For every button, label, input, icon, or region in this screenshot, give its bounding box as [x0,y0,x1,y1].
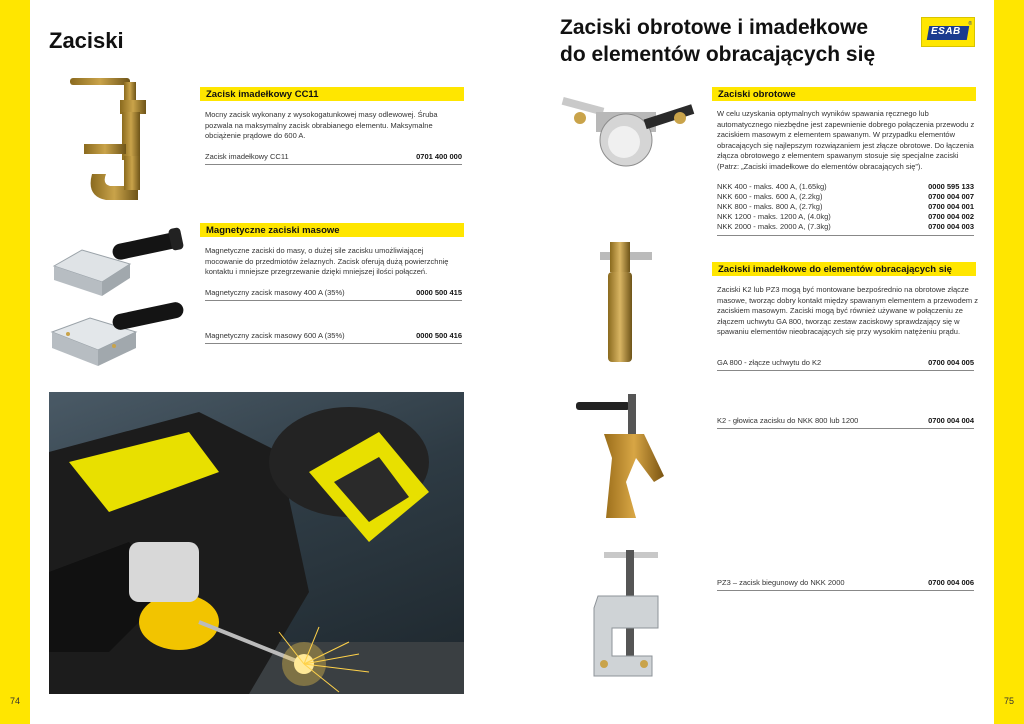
rotary-clamp-image [560,92,700,174]
item-label: Zacisk imadełkowy CC11 [205,152,289,161]
esab-logo [921,17,975,47]
divider [717,235,974,236]
divider [717,428,974,429]
section-body-rotary: W celu uzyskania optymalnych wyników spawania ręcznego lub automatycznego niezbędne jest zapewnienie dobrego połączenia przewodu z zaciskiem masowym z elementem spawanym. W przypadku elementów obracających się najlepszym rozwiązaniem jest złącze obrotowe. Do łączenia złącza obrotowego z elementem spawanym stosuje się specjalne zaciski (Patrz: „Zaciski imadełkowe do elementów obracających się”). [717,109,975,171]
magnetic-clamp-600-image [50,298,186,370]
item-code: 0701 400 000 [416,152,462,161]
ga800-connector-image [600,238,660,368]
item-code: 0000 595 133 [928,182,974,191]
item-code: 0700 004 006 [928,578,974,587]
item-code: 0700 004 002 [928,212,974,221]
item-label: NKK 2000 - maks. 2000 A, (7.3kg) [717,222,831,231]
welder-illustration [49,392,464,694]
page-number-left: 74 [10,696,21,706]
item-row-nkk400 [717,182,974,191]
item-row-nkk2000 [717,222,974,231]
item-row-nkk800 [717,202,974,211]
logo-text: ESAB [931,26,961,37]
item-label: Magnetyczny zacisk masowy 400 A (35%) [205,288,345,297]
right-page-title [560,14,920,68]
right-title-line2: do elementów obracających się [560,43,876,66]
pz3-clamp-image [582,548,664,692]
magnetic-clamp-400-image [52,226,186,296]
item-label: K2 - głowica zacisku do NKK 800 lub 1200 [717,416,859,425]
item-code: 0700 004 007 [928,192,974,201]
item-code: 0700 004 001 [928,202,974,211]
page-number-right: 75 [1003,696,1014,706]
divider [717,370,974,371]
item-label: PZ3 – zacisk biegunowy do NKK 2000 [717,578,845,587]
item-code: 0700 004 003 [928,222,974,231]
item-row-pz3 [717,578,974,587]
section-body-cc11: Mocny zacisk wykonany z wysokogatunkowej masy odlewowej. Śruba pozwala na maksymalny zacisk obrabianego elementu. Maksymalne obciążenie prądowe do 600 A. [205,110,438,140]
item-row-ga800 [717,358,974,367]
item-row-nkk600 [717,192,974,201]
section-body-vise-clamps: Zaciski K2 lub PZ3 mogą być montowane bezpośrednio na obrotowe złącze masowe, tworząc dobry kontakt między spawanym elementem a przewodem z zaciskiem masowym. Zaciski mogą być również używane w połączeniu ze złączem uchwytu GA 800, tworząc zestaw zaciskowy sprawdzający się w spawaniu elementów nieobracających się przy wysokim natężeniu prądu. [717,285,978,336]
item-label: NKK 1200 - maks. 1200 A, (4.0kg) [717,212,831,221]
section-header-cc11: Zacisk imadełkowy CC11 [200,87,464,101]
cc11-clamp-image [66,76,156,206]
item-row-magnetic-600 [205,331,462,340]
item-row-cc11 [205,152,462,161]
item-label: NKK 400 - maks. 400 A, (1.65kg) [717,182,827,191]
item-label: GA 800 - złącze uchwytu do K2 [717,358,822,367]
right-title-line1: Zaciski obrotowe i imadełkowe [560,16,869,39]
item-code: 0700 004 004 [928,416,974,425]
item-label: NKK 600 - maks. 600 A, (2.2kg) [717,192,823,201]
item-row-magnetic-400 [205,288,462,297]
k2-clamp-head-image [574,392,668,524]
item-row-k2 [717,416,974,425]
section-header-magnetic: Magnetyczne zaciski masowe [200,223,464,237]
item-code: 0000 500 415 [416,288,462,297]
right-yellow-band [994,0,1024,724]
item-code: 0700 004 005 [928,358,974,367]
logo-registered-mark: ® [968,21,972,27]
divider [717,590,974,591]
section-body-magnetic: Magnetyczne zaciski do masy, o dużej sile zacisku umożliwiającej mocowanie do przedmiotów żelaznych. Zacisk oferują dużą powierzchnię kontaktu i mniejsze przegrzewanie dzięki mniejszej ilości połączeń. [205,246,449,276]
left-yellow-band [0,0,30,724]
section-header-vise-clamps: Zaciski imadełkowe do elementów obracających się [712,262,976,276]
divider [205,343,462,344]
section-header-rotary: Zaciski obrotowe [712,87,976,101]
item-code: 0000 500 416 [416,331,462,340]
left-page-title: Zaciski [49,28,124,53]
item-label: Magnetyczny zacisk masowy 600 A (35%) [205,331,345,340]
divider [205,300,462,301]
item-row-nkk1200 [717,212,974,221]
item-label: NKK 800 - maks. 800 A, (2.7kg) [717,202,823,211]
divider [205,164,462,165]
welder-photo [49,392,464,694]
